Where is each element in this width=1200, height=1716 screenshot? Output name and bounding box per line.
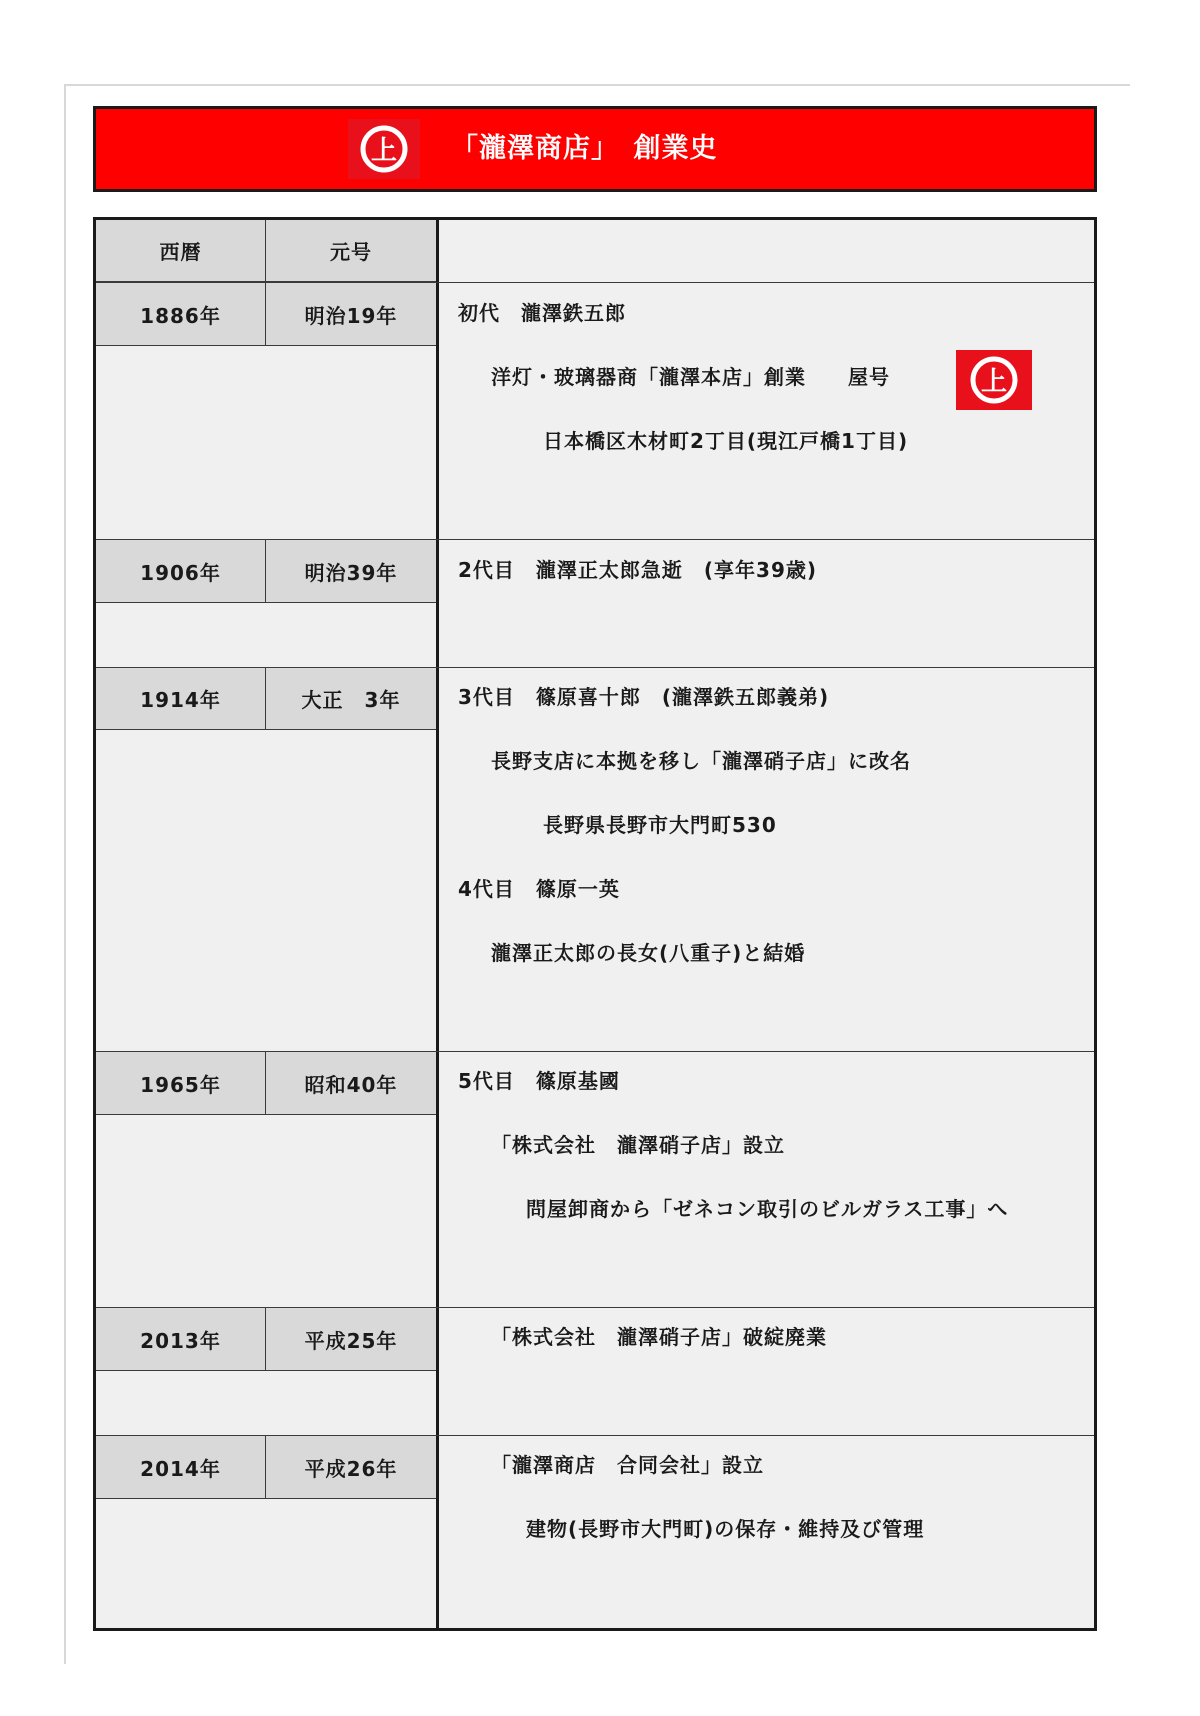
row-text: 「株式会社 瀧澤硝子店」設立 (491, 1133, 785, 1157)
row-text: 「瀧澤商店 合同会社」設立 (491, 1453, 764, 1477)
row-era: 明治19年 (266, 283, 436, 346)
row-text: 5代目 篠原基國 (458, 1069, 620, 1093)
row-text: 4代目 篠原一英 (458, 877, 620, 901)
row-text: 初代 瀧澤鉄五郎 (458, 301, 626, 325)
row-text: 2代目 瀧澤正太郎急逝 (享年39歳) (458, 558, 818, 582)
row-year: 1906年 (96, 540, 266, 603)
title-banner (93, 106, 1097, 192)
row-text: 建物(長野市大門町)の保存・維持及び管理 (526, 1517, 925, 1541)
row-text: 長野県長野市大門町530 (543, 813, 777, 837)
row-text: 日本橋区木材町2丁目(現江戸橋1丁目) (543, 429, 909, 453)
row-text: 瀧澤正太郎の長女(八重子)と結婚 (491, 941, 806, 965)
header-era-year: 元号 (266, 220, 436, 282)
column-divider (436, 220, 439, 1628)
logo-glyph: 上 (370, 136, 398, 166)
maru-jo-mark-icon (348, 119, 420, 179)
row-era: 明治39年 (266, 540, 436, 603)
row-text: 3代目 篠原喜十郎 (瀧澤鉄五郎義弟) (458, 685, 830, 709)
history-table (93, 217, 1097, 1631)
row-era: 平成26年 (266, 1436, 436, 1499)
page-title: 「瀧澤商店」 創業史 (451, 133, 718, 164)
row-era: 平成25年 (266, 1308, 436, 1371)
row-year: 2013年 (96, 1308, 266, 1371)
row-year: 1914年 (96, 668, 266, 730)
row-year: 1886年 (96, 283, 266, 346)
row-era: 大正 3年 (266, 668, 436, 730)
row-text: 洋灯・玻璃器商「瀧澤本店」創業 屋号 (491, 365, 890, 389)
row-text: 長野支店に本拠を移し「瀧澤硝子店」に改名 (491, 749, 911, 773)
logo-glyph: 上 (980, 367, 1008, 397)
row-year: 1965年 (96, 1052, 266, 1115)
header-western-year: 西暦 (96, 220, 266, 282)
row-era: 昭和40年 (266, 1052, 436, 1115)
page-edge-left (64, 84, 66, 1664)
row-year: 2014年 (96, 1436, 266, 1499)
maru-jo-mark-icon (956, 350, 1032, 410)
page-edge-top (64, 84, 1130, 86)
row-text: 「株式会社 瀧澤硝子店」破綻廃業 (491, 1325, 827, 1349)
row-text: 問屋卸商から「ゼネコン取引のビルガラス工事」へ (526, 1197, 1009, 1221)
